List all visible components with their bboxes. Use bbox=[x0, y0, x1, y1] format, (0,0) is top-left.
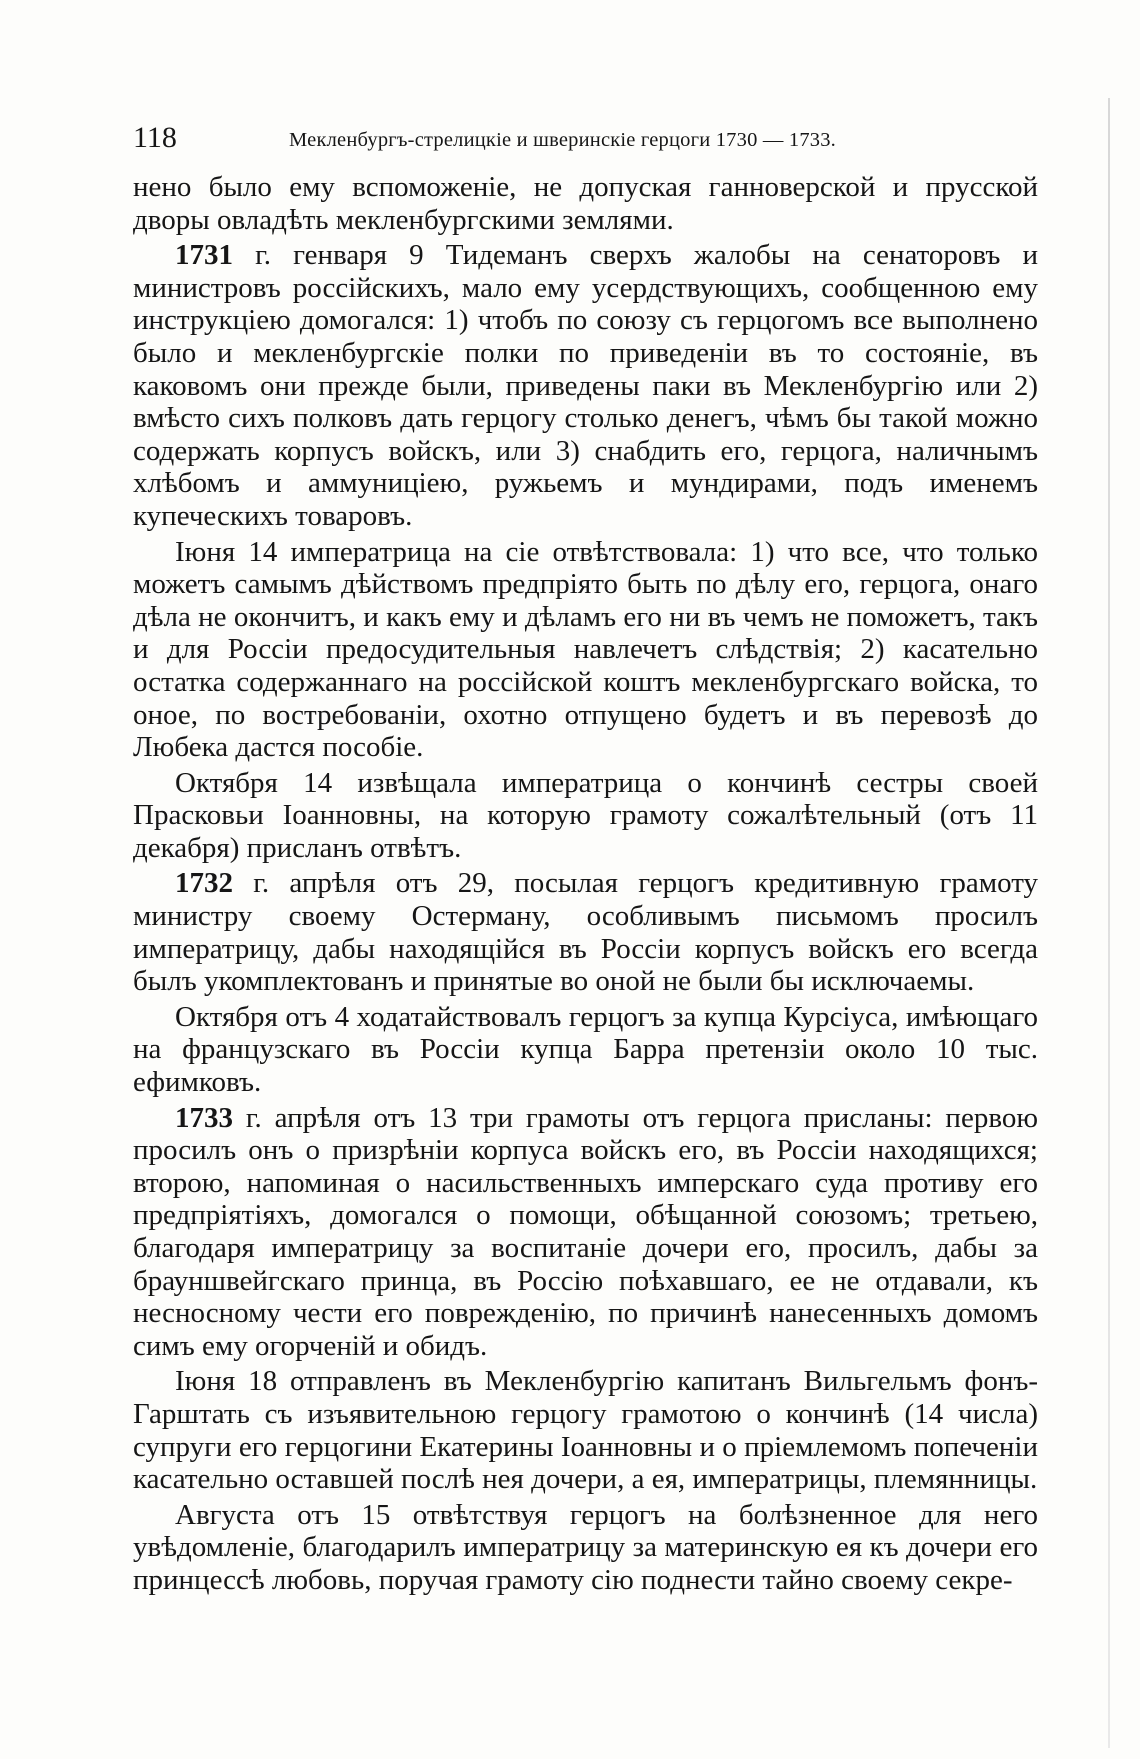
paragraph bbox=[133, 1365, 1038, 1495]
paragraph-text: г. апрѣля отъ 13 три грамоты отъ герцога присланы: первою просилъ онъ о призрѣніи корпуса войскъ его, въ Россіи находящихся; второю, напоминая о насильственныхъ имперскаго суда противу его предпріятіяхъ, домогался о помощи, обѣщанной союзомъ; третьею, благодаря императрицу за воспитаніе дочери его, просилъ, дабы за брауншвейгскаго принца, въ Россію поѣхавшаго, ее не отдавали, къ несносному чести его поврежденію, по причинѣ нанесенныхъ домомъ симъ ему огорченій и обидъ. bbox=[133, 1101, 1038, 1362]
paragraph-text: г. генваря 9 Тидеманъ сверхъ жалобы на сенаторовъ и министровъ россійскихъ, мало ему усердствующихъ, сообщенною ему инструкціею домогался: 1) чтобъ по союзу съ герцогомъ все выполнено было и мекленбургскіе полки по приведеніи въ то состояніе, въ каковомъ они прежде были, приведены паки въ Мекленбургію или 2) вмѣсто сихъ полковъ дать герцогу столько денегъ, чѣмъ бы такой можно содержать корпусъ войскъ, или 3) снабдить его, герцога, наличнымъ хлѣбомъ и аммуниціею, ружьемъ и мундирами, подъ именемъ купеческихъ товаровъ. bbox=[133, 239, 1038, 532]
paragraph-text: Августа отъ 15 отвѣтствуя герцогъ на болѣзненное для него увѣдомленіе, благодарилъ императрицу за материнскую ея къ дочери его принцессѣ любовь, поручая грамоту сію поднести тайно своему секре- bbox=[133, 1498, 1038, 1596]
paragraph bbox=[133, 867, 1038, 997]
year-label: 1733 bbox=[175, 1101, 233, 1134]
body-text bbox=[133, 171, 1038, 1600]
page-number: 118 bbox=[133, 121, 177, 154]
paragraph-text: нено было ему вспоможеніе, не допуская ганноверской и прусской дворы овладѣть мекленбургскими землями. bbox=[133, 171, 1038, 236]
paragraph bbox=[133, 767, 1038, 865]
paragraph-text: Октября отъ 4 ходатайствовалъ герцогъ за купца Курсіуса, имѣющаго на французскаго въ Россіи купца Барра претензіи около 10 тыс. ефимковъ. bbox=[133, 1000, 1038, 1099]
paragraph bbox=[133, 239, 1038, 532]
paragraph-text: Іюня 18 отправленъ въ Мекленбургію капитанъ Вильгельмъ фонъ-Гарштать съ изъявительною герцогу грамотою о кончинѣ (14 числа) супруги его герцогини Екатерины Іоанновны и о пріемлемомъ попеченіи касательно оставшей послѣ нея дочери, а ея, императрицы, племянницы. bbox=[133, 1365, 1038, 1496]
year-label: 1732 bbox=[175, 867, 233, 900]
year-label: 1731 bbox=[175, 239, 233, 272]
paragraph bbox=[133, 536, 1038, 764]
paragraph bbox=[133, 171, 1038, 236]
paragraph-text: Іюня 14 императрица на сіе отвѣтствовала: 1) что все, что только можетъ самымъ дѣйствомъ предпріято быть по дѣлу его, герцога, онаго дѣла не окончитъ, и какъ ему и дѣламъ его ни въ чемъ не поможетъ, такъ и для Россіи предосудительныя навлечетъ слѣдствія; 2) касательно остатка содержаннаго на россійской коштъ мекленбургскаго войска, то оное, по востребованіи, охотно отпущено будетъ и въ перевозѣ до Любека дастся пособіе. bbox=[133, 535, 1038, 764]
paragraph bbox=[133, 1001, 1038, 1099]
page-header bbox=[133, 118, 1038, 158]
paragraph bbox=[133, 1499, 1038, 1597]
paragraph-text: Октября 14 извѣщала императрица о кончинѣ сестры своей Прасковьи Іоанновны, на которую грамоту сожалѣтельный (отъ 11 декабря) присланъ отвѣтъ. bbox=[133, 766, 1038, 864]
paragraph bbox=[133, 1102, 1038, 1363]
paragraph-text: г. апрѣля отъ 29, посылая герцогъ кредитивную грамоту министру своему Остерману, особливымъ письмомъ просилъ императрицу, дабы находящійся въ Россіи корпусъ войскъ его всегда былъ укомплектованъ и принятые во оной не были бы исключаемы. bbox=[133, 867, 1038, 998]
page-edge-decoration bbox=[1108, 98, 1110, 1748]
running-title: Мекленбургъ-стрелицкіе и шверинскіе герцоги 1730 — 1733. bbox=[289, 129, 837, 151]
